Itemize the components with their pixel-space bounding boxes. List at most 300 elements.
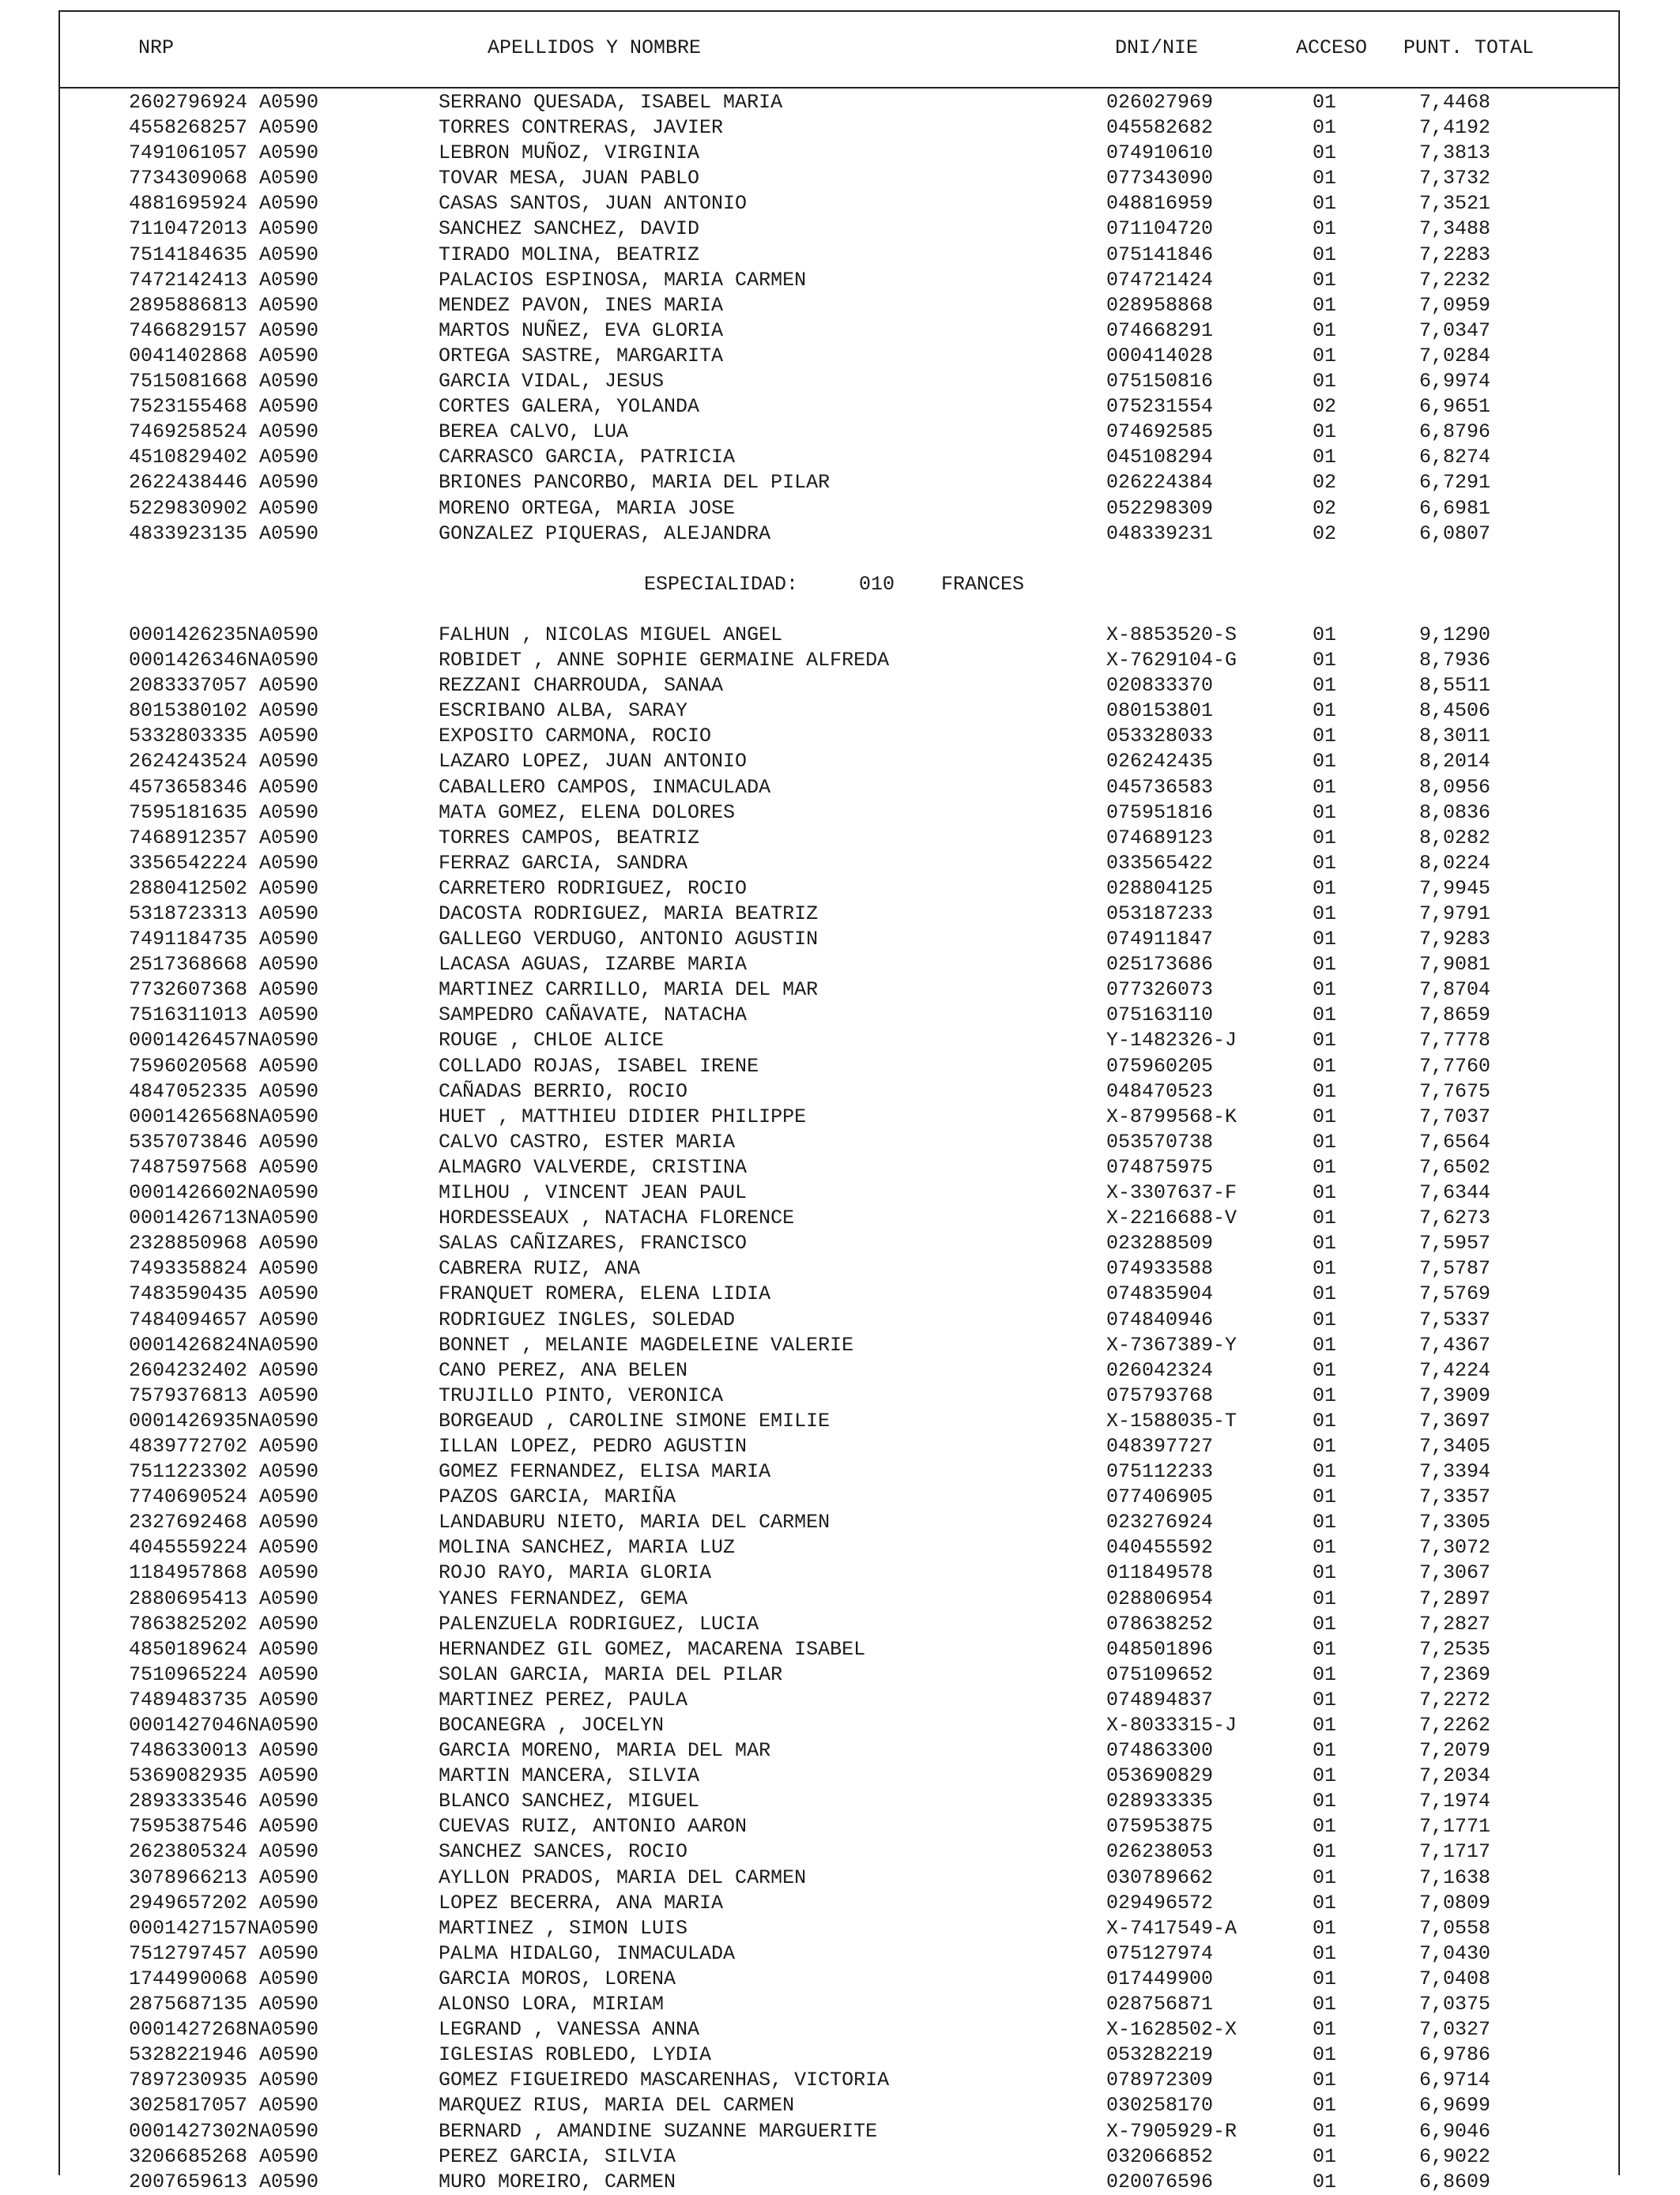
row-acceso: 02 — [1313, 471, 1337, 495]
row-nrp: 4881695924 A0590 — [129, 192, 319, 216]
row-name: IGLESIAS ROBLEDO, LYDIA — [439, 2043, 712, 2067]
row-punt-total: 7,1771 — [1419, 1815, 1491, 1839]
column-header-name: APELLIDOS Y NOMBRE — [488, 36, 702, 59]
row-acceso: 01 — [1313, 2144, 1337, 2168]
row-nrp: 7863825202 A0590 — [129, 1612, 319, 1636]
row-acceso: 01 — [1313, 978, 1337, 1002]
row-nrp: 7483590435 A0590 — [129, 1282, 319, 1306]
row-name: MARQUEZ RIUS, MARIA DEL CARMEN — [439, 2094, 795, 2118]
row-acceso: 01 — [1313, 1130, 1337, 1154]
table-row — [0, 1839, 1680, 1865]
row-dni: X-1628502-X — [1106, 2018, 1237, 2042]
row-acceso: 01 — [1313, 1993, 1337, 2016]
table-row — [0, 1891, 1680, 1916]
row-name: MARTINEZ CARRILLO, MARIA DEL MAR — [439, 978, 819, 1002]
row-punt-total: 7,3067 — [1419, 1561, 1491, 1585]
table-row — [0, 470, 1680, 495]
row-acceso: 01 — [1313, 928, 1337, 951]
table-row — [0, 394, 1680, 420]
row-dni: 023276924 — [1106, 1511, 1214, 1534]
row-dni: 053187233 — [1106, 902, 1214, 926]
row-punt-total: 8,3011 — [1419, 725, 1491, 748]
row-nrp: 3206685268 A0590 — [129, 2144, 319, 2168]
row-dni: 053570738 — [1106, 1130, 1214, 1154]
row-dni: 077326073 — [1106, 978, 1214, 1002]
row-name: PALENZUELA RODRIGUEZ, LUCIA — [439, 1612, 759, 1636]
row-nrp: 3078966213 A0590 — [129, 1866, 319, 1889]
row-name: MARTINEZ , SIMON LUIS — [439, 1916, 688, 1940]
table-row — [0, 243, 1680, 268]
row-punt-total: 7,3405 — [1419, 1434, 1491, 1458]
row-name: ROBIDET , ANNE SOPHIE GERMAINE ALFREDA — [439, 649, 890, 672]
row-acceso: 01 — [1313, 2069, 1337, 2092]
row-nrp: 2622438446 A0590 — [129, 471, 319, 495]
row-punt-total: 7,3697 — [1419, 1409, 1491, 1433]
row-name: BORGEAUD , CAROLINE SIMONE EMILIE — [439, 1409, 831, 1433]
row-acceso: 01 — [1313, 1105, 1337, 1128]
row-nrp: 7493358824 A0590 — [129, 1257, 319, 1281]
row-acceso: 01 — [1313, 649, 1337, 672]
table-row — [0, 775, 1680, 800]
row-acceso: 01 — [1313, 1790, 1337, 1813]
row-nrp: 1744990068 A0590 — [129, 1967, 319, 1990]
row-dni: 053282219 — [1106, 2043, 1214, 2067]
row-nrp: 7897230935 A0590 — [129, 2069, 319, 2092]
row-nrp: 4573658346 A0590 — [129, 775, 319, 799]
row-acceso: 01 — [1313, 141, 1337, 165]
row-acceso: 01 — [1313, 1891, 1337, 1915]
row-acceso: 01 — [1313, 293, 1337, 317]
row-punt-total: 6,7291 — [1419, 471, 1491, 495]
row-punt-total: 7,0959 — [1419, 293, 1491, 317]
row-acceso: 01 — [1313, 116, 1337, 140]
row-acceso: 01 — [1313, 1536, 1337, 1560]
row-nrp: 2604232402 A0590 — [129, 1358, 319, 1382]
row-dni: 080153801 — [1106, 699, 1214, 723]
table-row — [0, 800, 1680, 826]
table-row — [0, 1308, 1680, 1333]
table-row — [0, 1206, 1680, 1231]
row-dni: 077343090 — [1106, 167, 1214, 190]
row-dni: 074840946 — [1106, 1308, 1214, 1331]
row-punt-total: 7,6344 — [1419, 1181, 1491, 1205]
table-row — [0, 673, 1680, 698]
table-row — [0, 445, 1680, 470]
row-name: TORRES CONTRERAS, JAVIER — [439, 116, 724, 140]
row-dni: 026042324 — [1106, 1358, 1214, 1382]
row-nrp: 7510965224 A0590 — [129, 1662, 319, 1686]
table-row — [0, 648, 1680, 673]
row-name: ILLAN LOPEZ, PEDRO AGUSTIN — [439, 1434, 748, 1458]
row-punt-total: 7,7778 — [1419, 1029, 1491, 1052]
row-acceso: 01 — [1313, 1181, 1337, 1205]
row-name: CALVO CASTRO, ESTER MARIA — [439, 1130, 736, 1154]
row-nrp: 2602796924 A0590 — [129, 91, 319, 114]
row-name: SANCHEZ SANCHEZ, DAVID — [439, 217, 700, 241]
row-punt-total: 7,3521 — [1419, 192, 1491, 216]
row-dni: 020076596 — [1106, 2170, 1214, 2193]
header-divider — [58, 87, 1620, 88]
row-dni: 075953875 — [1106, 1815, 1214, 1839]
row-acceso: 01 — [1313, 2018, 1337, 2042]
row-acceso: 02 — [1313, 395, 1337, 419]
row-acceso: 01 — [1313, 1739, 1337, 1763]
row-punt-total: 7,3909 — [1419, 1384, 1491, 1407]
row-nrp: 5332803335 A0590 — [129, 725, 319, 748]
row-name: LAZARO LOPEZ, JUAN ANTONIO — [439, 750, 748, 774]
table-row — [0, 1688, 1680, 1713]
row-nrp: 7486330013 A0590 — [129, 1739, 319, 1763]
table-row — [0, 876, 1680, 902]
row-dni: 048397727 — [1106, 1434, 1214, 1458]
row-punt-total: 7,2232 — [1419, 268, 1491, 292]
row-acceso: 01 — [1313, 876, 1337, 900]
row-dni: 077406905 — [1106, 1485, 1214, 1509]
row-name: PALMA HIDALGO, INMACULADA — [439, 1941, 736, 1965]
row-dni: X-8033315-J — [1106, 1714, 1237, 1738]
row-punt-total: 7,0375 — [1419, 1993, 1491, 2016]
row-nrp: 0001426346NA0590 — [129, 649, 319, 672]
row-dni: 028804125 — [1106, 876, 1214, 900]
row-punt-total: 9,1290 — [1419, 623, 1491, 646]
row-name: ALMAGRO VALVERDE, CRISTINA — [439, 1155, 748, 1179]
row-punt-total: 6,9786 — [1419, 2043, 1491, 2067]
results-table — [0, 90, 1680, 2195]
row-name: ROJO RAYO, MARIA GLORIA — [439, 1561, 712, 1585]
row-name: LACASA AGUAS, IZARBE MARIA — [439, 953, 748, 977]
row-punt-total: 7,2535 — [1419, 1637, 1491, 1661]
row-nrp: 7489483735 A0590 — [129, 1688, 319, 1711]
row-punt-total: 7,0327 — [1419, 2018, 1491, 2042]
row-punt-total: 7,5769 — [1419, 1282, 1491, 1306]
row-dni: 030789662 — [1106, 1866, 1214, 1889]
table-row — [0, 1662, 1680, 1688]
row-nrp: 0001426713NA0590 — [129, 1207, 319, 1230]
row-dni: 025173686 — [1106, 953, 1214, 977]
row-dni: 078638252 — [1106, 1612, 1214, 1636]
row-nrp: 4847052335 A0590 — [129, 1079, 319, 1103]
table-row — [0, 902, 1680, 927]
row-punt-total: 7,3488 — [1419, 217, 1491, 241]
row-punt-total: 7,9081 — [1419, 953, 1491, 977]
row-dni: 053328033 — [1106, 725, 1214, 748]
row-name: SAMPEDRO CAÑAVATE, NATACHA — [439, 1003, 748, 1027]
row-name: CANO PEREZ, ANA BELEN — [439, 1358, 688, 1382]
row-name: LOPEZ BECERRA, ANA MARIA — [439, 1891, 724, 1915]
table-row — [0, 927, 1680, 952]
table-row — [0, 293, 1680, 318]
row-dni: 028958868 — [1106, 293, 1214, 317]
row-punt-total: 7,3357 — [1419, 1485, 1491, 1509]
row-nrp: 2880412502 A0590 — [129, 876, 319, 900]
row-punt-total: 7,0408 — [1419, 1967, 1491, 1990]
table-row — [0, 826, 1680, 851]
row-name: MENDEZ PAVON, INES MARIA — [439, 293, 724, 317]
row-punt-total: 8,4506 — [1419, 699, 1491, 723]
table-row — [0, 1814, 1680, 1839]
row-nrp: 2949657202 A0590 — [129, 1891, 319, 1915]
row-punt-total: 7,4192 — [1419, 116, 1491, 140]
row-nrp: 0001427268NA0590 — [129, 2018, 319, 2042]
table-row — [0, 344, 1680, 369]
row-punt-total: 7,0558 — [1419, 1916, 1491, 1940]
row-dni: 075127974 — [1106, 1941, 1214, 1965]
row-name: MURO MOREIRO, CARMEN — [439, 2170, 676, 2193]
row-name: EXPOSITO CARMONA, ROCIO — [439, 725, 712, 748]
row-dni: 020833370 — [1106, 674, 1214, 698]
row-name: BERNARD , AMANDINE SUZANNE MARGUERITE — [439, 2119, 878, 2143]
table-row — [0, 496, 1680, 521]
row-punt-total: 7,7037 — [1419, 1105, 1491, 1128]
row-name: MARTOS NUÑEZ, EVA GLORIA — [439, 318, 724, 342]
row-dni: 026238053 — [1106, 1840, 1214, 1864]
row-dni: 074910610 — [1106, 141, 1214, 165]
row-name: CASAS SANTOS, JUAN ANTONIO — [439, 192, 748, 216]
row-nrp: 7491184735 A0590 — [129, 928, 319, 951]
row-punt-total: 6,0807 — [1419, 521, 1491, 545]
row-dni: 075231554 — [1106, 395, 1214, 419]
row-acceso: 01 — [1313, 1714, 1337, 1738]
row-nrp: 4045559224 A0590 — [129, 1536, 319, 1560]
column-header-acceso: ACCESO — [1296, 36, 1368, 59]
row-dni: 075793768 — [1106, 1384, 1214, 1407]
table-row — [0, 1105, 1680, 1130]
row-dni: X-1588035-T — [1106, 1409, 1237, 1433]
table-row — [0, 1231, 1680, 1256]
row-nrp: 2875687135 A0590 — [129, 1993, 319, 2016]
row-nrp: 3025817057 A0590 — [129, 2094, 319, 2118]
row-nrp: 7515081668 A0590 — [129, 370, 319, 393]
row-acceso: 01 — [1313, 826, 1337, 849]
row-nrp: 0001427046NA0590 — [129, 1714, 319, 1738]
row-name: GONZALEZ PIQUERAS, ALEJANDRA — [439, 521, 771, 545]
row-punt-total: 7,0284 — [1419, 344, 1491, 367]
table-section-previous — [0, 90, 1680, 547]
row-nrp: 7514184635 A0590 — [129, 243, 319, 266]
row-name: CORTES GALERA, YOLANDA — [439, 395, 700, 419]
table-row — [0, 1866, 1680, 1891]
row-dni: X-7367389-Y — [1106, 1333, 1237, 1357]
row-name: GOMEZ FIGUEIREDO MASCARENHAS, VICTORIA — [439, 2069, 890, 2092]
row-acceso: 01 — [1313, 2119, 1337, 2143]
row-dni: 045108294 — [1106, 446, 1214, 469]
row-nrp: 2517368668 A0590 — [129, 953, 319, 977]
row-acceso: 01 — [1313, 1916, 1337, 1940]
row-punt-total: 7,4224 — [1419, 1358, 1491, 1382]
row-name: MILHOU , VINCENT JEAN PAUL — [439, 1181, 748, 1205]
row-dni: X-7417549-A — [1106, 1916, 1237, 1940]
row-nrp: 0001426824NA0590 — [129, 1333, 319, 1357]
row-punt-total: 7,3305 — [1419, 1511, 1491, 1534]
row-acceso: 02 — [1313, 521, 1337, 545]
row-name: GARCIA VIDAL, JESUS — [439, 370, 665, 393]
row-nrp: 4510829402 A0590 — [129, 446, 319, 469]
row-acceso: 01 — [1313, 91, 1337, 114]
row-dni: 074689123 — [1106, 826, 1214, 849]
row-name: HORDESSEAUX , NATACHA FLORENCE — [439, 1207, 795, 1230]
table-row — [0, 2017, 1680, 2043]
row-nrp: 2880695413 A0590 — [129, 1587, 319, 1610]
row-name: CARRETERO RODRIGUEZ, ROCIO — [439, 876, 748, 900]
table-row — [0, 369, 1680, 394]
row-nrp: 7487597568 A0590 — [129, 1155, 319, 1179]
row-name: FALHUN , NICOLAS MIGUEL ANGEL — [439, 623, 783, 646]
row-nrp: 4833923135 A0590 — [129, 521, 319, 545]
row-name: RODRIGUEZ INGLES, SOLEDAD — [439, 1308, 736, 1331]
row-punt-total: 6,6981 — [1419, 496, 1491, 520]
row-punt-total: 7,4468 — [1419, 91, 1491, 114]
row-nrp: 7491061057 A0590 — [129, 141, 319, 165]
table-row — [0, 1409, 1680, 1434]
row-acceso: 01 — [1313, 725, 1337, 748]
table-row — [0, 216, 1680, 242]
table-row — [0, 623, 1680, 648]
row-name: MORENO ORTEGA, MARIA JOSE — [439, 496, 736, 520]
row-name: PALACIOS ESPINOSA, MARIA CARMEN — [439, 268, 807, 292]
row-punt-total: 7,1717 — [1419, 1840, 1491, 1864]
row-nrp: 5328221946 A0590 — [129, 2043, 319, 2067]
row-name: BLANCO SANCHEZ, MIGUEL — [439, 1790, 700, 1813]
row-acceso: 01 — [1313, 1054, 1337, 1078]
row-dni: 071104720 — [1106, 217, 1214, 241]
row-punt-total: 7,5957 — [1419, 1232, 1491, 1256]
row-acceso: 01 — [1313, 1155, 1337, 1179]
row-name: MATA GOMEZ, ELENA DOLORES — [439, 800, 736, 824]
row-acceso: 01 — [1313, 1561, 1337, 1585]
table-row — [0, 851, 1680, 876]
row-punt-total: 7,5787 — [1419, 1257, 1491, 1281]
row-nrp: 2895886813 A0590 — [129, 293, 319, 317]
row-nrp: 7734309068 A0590 — [129, 167, 319, 190]
row-nrp: 2007659613 A0590 — [129, 2170, 319, 2193]
row-dni: 075141846 — [1106, 243, 1214, 266]
table-row — [0, 1992, 1680, 2017]
column-header-dni: DNI/NIE — [1115, 36, 1199, 59]
row-name: TRUJILLO PINTO, VERONICA — [439, 1384, 724, 1407]
row-acceso: 01 — [1313, 167, 1337, 190]
row-name: SANCHEZ SANCES, ROCIO — [439, 1840, 688, 1864]
row-dni: X-7629104-G — [1106, 649, 1237, 672]
table-row — [0, 749, 1680, 774]
row-name: TIRADO MOLINA, BEATRIZ — [439, 243, 700, 266]
row-punt-total: 7,0430 — [1419, 1941, 1491, 1965]
row-nrp: 7523155468 A0590 — [129, 395, 319, 419]
row-name: MARTIN MANCERA, SILVIA — [439, 1764, 700, 1788]
row-dni: 074692585 — [1106, 420, 1214, 444]
row-dni: 028756871 — [1106, 1993, 1214, 2016]
table-row — [0, 521, 1680, 547]
row-punt-total: 7,7760 — [1419, 1054, 1491, 1078]
row-dni: 074835904 — [1106, 1282, 1214, 1306]
row-acceso: 01 — [1313, 370, 1337, 393]
row-punt-total: 7,2897 — [1419, 1587, 1491, 1610]
row-dni: 075163110 — [1106, 1003, 1214, 1027]
row-name: CAÑADAS BERRIO, ROCIO — [439, 1079, 688, 1103]
row-punt-total: 7,0809 — [1419, 1891, 1491, 1915]
column-header-punt-total: PUNT. TOTAL — [1403, 36, 1535, 59]
row-dni: 074721424 — [1106, 268, 1214, 292]
row-dni: 029496572 — [1106, 1891, 1214, 1915]
row-nrp: 0001426568NA0590 — [129, 1105, 319, 1128]
row-nrp: 2623805324 A0590 — [129, 1840, 319, 1864]
table-row — [0, 1155, 1680, 1180]
table-row — [0, 2068, 1680, 2093]
table-row — [0, 952, 1680, 977]
table-row — [0, 1967, 1680, 1992]
row-name: GARCIA MOROS, LORENA — [439, 1967, 676, 1990]
row-name: BOCANEGRA , JOCELYN — [439, 1714, 665, 1738]
row-punt-total: 7,2079 — [1419, 1739, 1491, 1763]
row-dni: 026224384 — [1106, 471, 1214, 495]
row-dni: X-2216688-V — [1106, 1207, 1237, 1230]
row-punt-total: 7,3732 — [1419, 167, 1491, 190]
row-acceso: 01 — [1313, 217, 1337, 241]
row-name: DACOSTA RODRIGUEZ, MARIA BEATRIZ — [439, 902, 819, 926]
row-nrp: 0001426602NA0590 — [129, 1181, 319, 1205]
row-punt-total: 7,1974 — [1419, 1790, 1491, 1813]
row-dni: 045582682 — [1106, 116, 1214, 140]
row-punt-total: 7,6273 — [1419, 1207, 1491, 1230]
row-acceso: 01 — [1313, 775, 1337, 799]
row-acceso: 01 — [1313, 1688, 1337, 1711]
row-punt-total: 7,7675 — [1419, 1079, 1491, 1103]
row-nrp: 8015380102 A0590 — [129, 699, 319, 723]
row-nrp: 0001426457NA0590 — [129, 1029, 319, 1052]
row-name: GARCIA MORENO, MARIA DEL MAR — [439, 1739, 771, 1763]
table-row — [0, 1510, 1680, 1535]
row-punt-total: 7,1638 — [1419, 1866, 1491, 1889]
row-nrp: 7512797457 A0590 — [129, 1941, 319, 1965]
row-punt-total: 7,2034 — [1419, 1764, 1491, 1788]
table-row — [0, 166, 1680, 191]
row-name: TOVAR MESA, JUAN PABLO — [439, 167, 700, 190]
table-row — [0, 1941, 1680, 1967]
row-acceso: 01 — [1313, 699, 1337, 723]
row-dni: 040455592 — [1106, 1536, 1214, 1560]
row-dni: X-7905929-R — [1106, 2119, 1237, 2143]
row-name: BONNET , MELANIE MAGDELEINE VALERIE — [439, 1333, 854, 1357]
row-dni: X-3307637-F — [1106, 1181, 1237, 1205]
row-nrp: 7511223302 A0590 — [129, 1460, 319, 1484]
table-row — [0, 698, 1680, 724]
row-acceso: 01 — [1313, 318, 1337, 342]
row-dni: 075109652 — [1106, 1662, 1214, 1686]
row-punt-total: 7,0347 — [1419, 318, 1491, 342]
row-nrp: 7516311013 A0590 — [129, 1003, 319, 1027]
row-name: LEBRON MUÑOZ, VIRGINIA — [439, 141, 700, 165]
table-row — [0, 90, 1680, 115]
row-acceso: 01 — [1313, 1460, 1337, 1484]
row-acceso: 02 — [1313, 496, 1337, 520]
table-row — [0, 977, 1680, 1003]
table-row — [0, 1333, 1680, 1358]
row-dni: 048470523 — [1106, 1079, 1214, 1103]
row-dni: 028806954 — [1106, 1587, 1214, 1610]
row-acceso: 01 — [1313, 1637, 1337, 1661]
row-acceso: 01 — [1313, 1662, 1337, 1686]
row-nrp: 5369082935 A0590 — [129, 1764, 319, 1788]
row-acceso: 01 — [1313, 851, 1337, 875]
row-punt-total: 6,9714 — [1419, 2069, 1491, 2092]
table-row — [0, 268, 1680, 293]
table-row — [0, 2119, 1680, 2144]
row-punt-total: 6,9046 — [1419, 2119, 1491, 2143]
table-row — [0, 1358, 1680, 1384]
row-dni: 026242435 — [1106, 750, 1214, 774]
row-dni: 052298309 — [1106, 496, 1214, 520]
table-row — [0, 141, 1680, 166]
row-acceso: 01 — [1313, 1840, 1337, 1864]
